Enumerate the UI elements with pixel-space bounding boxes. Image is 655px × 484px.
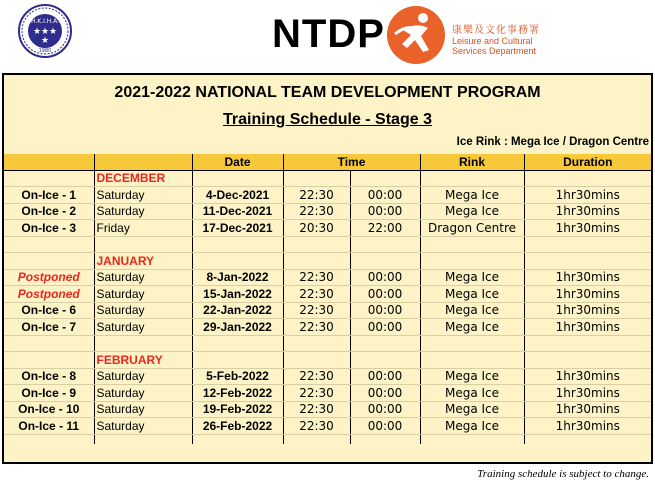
empty-cell [283,253,350,270]
table-row [4,418,651,435]
ntdp-wordmark: NTDP [272,12,385,56]
spacer-row [4,335,651,352]
session-duration: 1hr30mins [524,418,651,435]
session-date: 15-Jan-2022 [192,286,283,303]
session-day: Saturday [94,302,192,319]
session-duration: 1hr30mins [524,319,651,336]
page-subtitle [4,111,651,129]
subtitle-text: Training Schedule - Stage 3 [223,111,432,128]
empty-cell [4,170,94,187]
session-start-time: 22:30 [283,418,350,435]
empty-cell [420,236,524,253]
svg-text:★: ★ [40,26,50,36]
session-duration: 1hr30mins [524,269,651,286]
session-date: 19-Feb-2022 [192,401,283,418]
table-row [4,368,651,385]
empty-cell [283,335,350,352]
lcsd-name [452,26,540,56]
session-start-time: 22:30 [283,401,350,418]
session-end-time: 00:00 [350,418,420,435]
session-end-time: 00:00 [350,187,420,204]
page-title: 2021-2022 NATIONAL TEAM DEVELOPMENT PROGRAM [114,84,541,101]
page-header [0,0,655,74]
table-row [4,220,651,237]
session-rink: Mega Ice [420,203,524,220]
session-end-time: 00:00 [350,401,420,418]
schedule-table [4,154,651,444]
month-label: FEBRUARY [94,352,192,369]
header-rink: Rink [420,154,524,170]
empty-cell [420,352,524,369]
empty-cell [420,335,524,352]
session-rink: Mega Ice [420,269,524,286]
session-end-time: 00:00 [350,368,420,385]
empty-cell [524,253,651,270]
session-label: On-Ice - 8 [4,368,94,385]
svg-text:★: ★ [40,35,50,45]
month-row [4,170,651,187]
session-duration: 1hr30mins [524,401,651,418]
empty-cell [420,170,524,187]
table-row [4,187,651,204]
session-rink: Mega Ice [420,418,524,435]
session-start-time: 22:30 [283,368,350,385]
session-start-time: 20:30 [283,220,350,237]
empty-cell [94,434,192,444]
session-end-time: 00:00 [350,385,420,402]
session-date: 26-Feb-2022 [192,418,283,435]
session-duration: 1hr30mins [524,302,651,319]
table-row [4,319,651,336]
empty-cell [283,352,350,369]
empty-cell [4,335,94,352]
session-rink: Mega Ice [420,302,524,319]
session-duration: 1hr30mins [524,286,651,303]
session-start-time: 22:30 [283,302,350,319]
session-start-time: 22:30 [283,385,350,402]
empty-cell [420,253,524,270]
header-time: Time [283,154,420,170]
session-duration: 1hr30mins [524,220,651,237]
session-duration: 1hr30mins [524,187,651,204]
session-rink: Mega Ice [420,286,524,303]
table-row [4,401,651,418]
month-label: JANUARY [94,253,192,270]
empty-cell [350,335,420,352]
empty-cell [350,434,420,444]
table-row [4,269,651,286]
session-start-time: 22:30 [283,319,350,336]
svg-text:★: ★ [48,26,58,36]
spacer-row [4,434,651,444]
session-rink: Mega Ice [420,187,524,204]
session-end-time: 00:00 [350,286,420,303]
session-label: On-Ice - 11 [4,418,94,435]
empty-cell [350,352,420,369]
table-header-row [4,154,651,170]
session-date: 22-Jan-2022 [192,302,283,319]
footer-note: Training schedule is subject to change. [477,468,649,480]
session-date: 17-Dec-2021 [192,220,283,237]
session-end-time: 00:00 [350,269,420,286]
session-day: Friday [94,220,192,237]
lcsd-name-zh: 康樂及文化事務署 [452,25,540,36]
svg-text:★: ★ [32,26,42,36]
header-blank-day [94,154,192,170]
empty-cell [192,434,283,444]
empty-cell [524,170,651,187]
empty-cell [192,352,283,369]
header-date: Date [192,154,283,170]
session-day: Saturday [94,418,192,435]
session-day: Saturday [94,286,192,303]
session-date: 12-Feb-2022 [192,385,283,402]
session-end-time: 00:00 [350,302,420,319]
month-row [4,253,651,270]
lcsd-name-en-2: Services Department [452,46,537,56]
session-duration: 1hr30mins [524,203,651,220]
hkiha-logo-icon [5,3,85,59]
empty-cell [350,253,420,270]
empty-cell [94,236,192,253]
session-rink: Dragon Centre [420,220,524,237]
empty-cell [192,253,283,270]
table-row [4,385,651,402]
session-date: 8-Jan-2022 [192,269,283,286]
session-date: 5-Feb-2022 [192,368,283,385]
session-day: Saturday [94,269,192,286]
session-end-time: 00:00 [350,319,420,336]
session-day: Saturday [94,203,192,220]
session-label: On-Ice - 7 [4,319,94,336]
logo-year: 1980 [38,48,52,54]
empty-cell [350,236,420,253]
rink-note: Ice Rink : Mega Ice / Dragon Centre [456,136,649,148]
logo-abbrev: H.K.I.H.A. [30,18,60,25]
empty-cell [524,335,651,352]
session-day: Saturday [94,385,192,402]
empty-cell [192,335,283,352]
session-start-time: 22:30 [283,269,350,286]
session-rink: Mega Ice [420,368,524,385]
session-day: Saturday [94,401,192,418]
empty-cell [4,236,94,253]
header-blank-session [4,154,94,170]
table-row [4,302,651,319]
session-date: 29-Jan-2022 [192,319,283,336]
empty-cell [283,170,350,187]
lcsd-logo-icon [383,4,449,66]
session-date: 11-Dec-2021 [192,203,283,220]
empty-cell [420,434,524,444]
session-day: Saturday [94,319,192,336]
table-row [4,203,651,220]
session-start-time: 22:30 [283,187,350,204]
session-label: On-Ice - 1 [4,187,94,204]
lcsd-name-en-1: Leisure and Cultural [452,36,533,46]
session-day: Saturday [94,368,192,385]
empty-cell [524,352,651,369]
session-start-time: 22:30 [283,203,350,220]
session-label: On-Ice - 6 [4,302,94,319]
empty-cell [192,236,283,253]
session-day: Saturday [94,187,192,204]
session-date: 4-Dec-2021 [192,187,283,204]
empty-cell [192,170,283,187]
session-duration: 1hr30mins [524,385,651,402]
session-duration: 1hr30mins [524,368,651,385]
session-rink: Mega Ice [420,401,524,418]
session-label: On-Ice - 3 [4,220,94,237]
schedule-panel [2,73,653,464]
session-start-time: 22:30 [283,286,350,303]
month-label: DECEMBER [94,170,192,187]
session-end-time: 22:00 [350,220,420,237]
session-label: On-Ice - 2 [4,203,94,220]
postponed-label: Postponed [4,286,94,303]
month-row [4,352,651,369]
spacer-row [4,236,651,253]
empty-cell [4,352,94,369]
session-label: On-Ice - 10 [4,401,94,418]
empty-cell [4,253,94,270]
empty-cell [283,236,350,253]
session-end-time: 00:00 [350,203,420,220]
empty-cell [524,434,651,444]
empty-cell [4,434,94,444]
empty-cell [350,170,420,187]
postponed-label: Postponed [4,269,94,286]
empty-cell [283,434,350,444]
session-rink: Mega Ice [420,319,524,336]
session-rink: Mega Ice [420,385,524,402]
header-duration: Duration [524,154,651,170]
table-row [4,286,651,303]
empty-cell [94,335,192,352]
empty-cell [524,236,651,253]
session-label: On-Ice - 9 [4,385,94,402]
